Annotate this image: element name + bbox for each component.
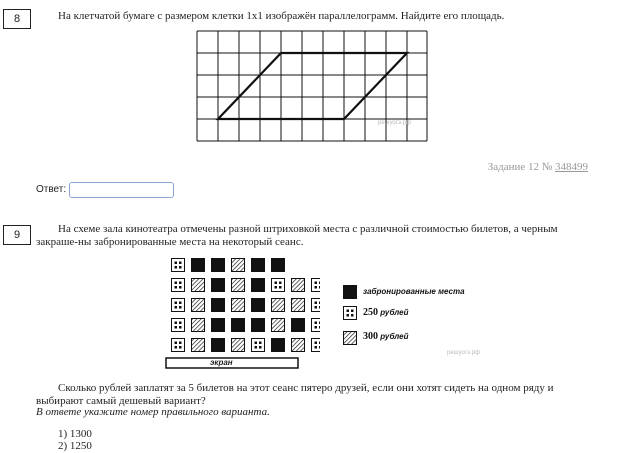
seat-black-r1-c6 bbox=[272, 259, 285, 272]
seat-dots-r5-c8 bbox=[312, 339, 321, 352]
seat-black-r1-c3 bbox=[212, 259, 225, 272]
seat-dots-r4-c1 bbox=[172, 319, 185, 332]
seat-black-r2-c5 bbox=[252, 279, 265, 292]
seat-hatch-r3-c6 bbox=[272, 299, 285, 312]
seat-black-r5-c6 bbox=[272, 339, 285, 352]
seat-black-r1-c5 bbox=[252, 259, 265, 272]
parallelogram-shape bbox=[218, 53, 407, 119]
seat-dots-r4-c8 bbox=[312, 319, 321, 332]
seat-hatch-r3-c4 bbox=[232, 299, 245, 312]
seat-dots-r5-c1 bbox=[172, 339, 185, 352]
legend-250-label bbox=[363, 307, 409, 318]
seat-hatch-r3-c7 bbox=[292, 299, 305, 312]
seat-black-r1-c2 bbox=[192, 259, 205, 272]
seat-black-r5-c3 bbox=[212, 339, 225, 352]
seat-hatch-r1-c4 bbox=[232, 259, 245, 272]
task-reference-prefix: Задание 12 № bbox=[487, 161, 553, 173]
task-reference bbox=[488, 161, 588, 173]
legend-booked-label: забронированные места bbox=[363, 287, 465, 296]
answer-label: Ответ: bbox=[36, 184, 67, 195]
question-8-text: На клетчатой бумаге с размером клетки 1x1 изображён параллелограмм. Найдите его площадь. bbox=[58, 10, 505, 22]
option-2[interactable]: 2) 1250 bbox=[58, 440, 92, 452]
seat-black-r4-c5 bbox=[252, 319, 265, 332]
seat-hatch-r2-c7 bbox=[292, 279, 305, 292]
seat-black-r3-c3 bbox=[212, 299, 225, 312]
legend-booked-swatch bbox=[343, 285, 357, 299]
seat-black-r4-c7 bbox=[292, 319, 305, 332]
seat-black-r4-c4 bbox=[232, 319, 245, 332]
screen-label: экран bbox=[210, 358, 233, 367]
legend-300-swatch bbox=[343, 331, 357, 345]
question-9-prompt: Сколько рублей заплатят за 5 билетов на этот сеанс пятеро друзей, если они хотят сидеть на одном ряду и выбирают самый дешевый вариант? bbox=[36, 382, 554, 407]
seat-hatch-r5-c4 bbox=[232, 339, 245, 352]
legend-300-label bbox=[363, 331, 409, 342]
question-9-instruction: В ответе укажите номер правильного варианта. bbox=[36, 406, 270, 418]
seat-dots-r5-c5 bbox=[252, 339, 265, 352]
seat-hatch-r2-c4 bbox=[232, 279, 245, 292]
legend-250-unit: рублей bbox=[380, 308, 409, 317]
option-1[interactable]: 1) 1300 bbox=[58, 428, 92, 440]
seat-hatch-r4-c6 bbox=[272, 319, 285, 332]
seat-black-r3-c5 bbox=[252, 299, 265, 312]
question-9-text: На схеме зала кинотеатра отмечены разной штриховкой места с различной стоимостью билетов, а черным закраше-ны забронированные места на некоторый сеанс. bbox=[36, 223, 558, 248]
legend-300-number: 300 bbox=[363, 331, 378, 342]
question-number-8: 8 bbox=[3, 9, 31, 29]
seat-dots-r2-c8 bbox=[312, 279, 321, 292]
watermark-q8: решуогэ.рф bbox=[378, 120, 411, 126]
seat-dots-r1-c1 bbox=[172, 259, 185, 272]
seat-dots-r3-c1 bbox=[172, 299, 185, 312]
seat-hatch-r3-c2 bbox=[192, 299, 205, 312]
seat-black-r4-c3 bbox=[212, 319, 225, 332]
legend-300-unit: рублей bbox=[380, 332, 409, 341]
answer-input[interactable] bbox=[69, 182, 174, 198]
seat-black-r2-c3 bbox=[212, 279, 225, 292]
seat-hatch-r4-c2 bbox=[192, 319, 205, 332]
seat-hatch-r2-c2 bbox=[192, 279, 205, 292]
seat-hatch-r5-c2 bbox=[192, 339, 205, 352]
legend-250-number: 250 bbox=[363, 307, 378, 318]
seat-hatch-r5-c7 bbox=[292, 339, 305, 352]
cinema-seat-scheme bbox=[150, 255, 320, 370]
watermark-q9: решуогэ.рф bbox=[447, 350, 480, 356]
seat-dots-r3-c8 bbox=[312, 299, 321, 312]
seat-dots-r2-c1 bbox=[172, 279, 185, 292]
question-number-9: 9 bbox=[3, 225, 31, 245]
seat-dots-r2-c6 bbox=[272, 279, 285, 292]
legend-250-swatch bbox=[343, 306, 357, 320]
task-reference-link[interactable]: 348499 bbox=[555, 161, 588, 173]
